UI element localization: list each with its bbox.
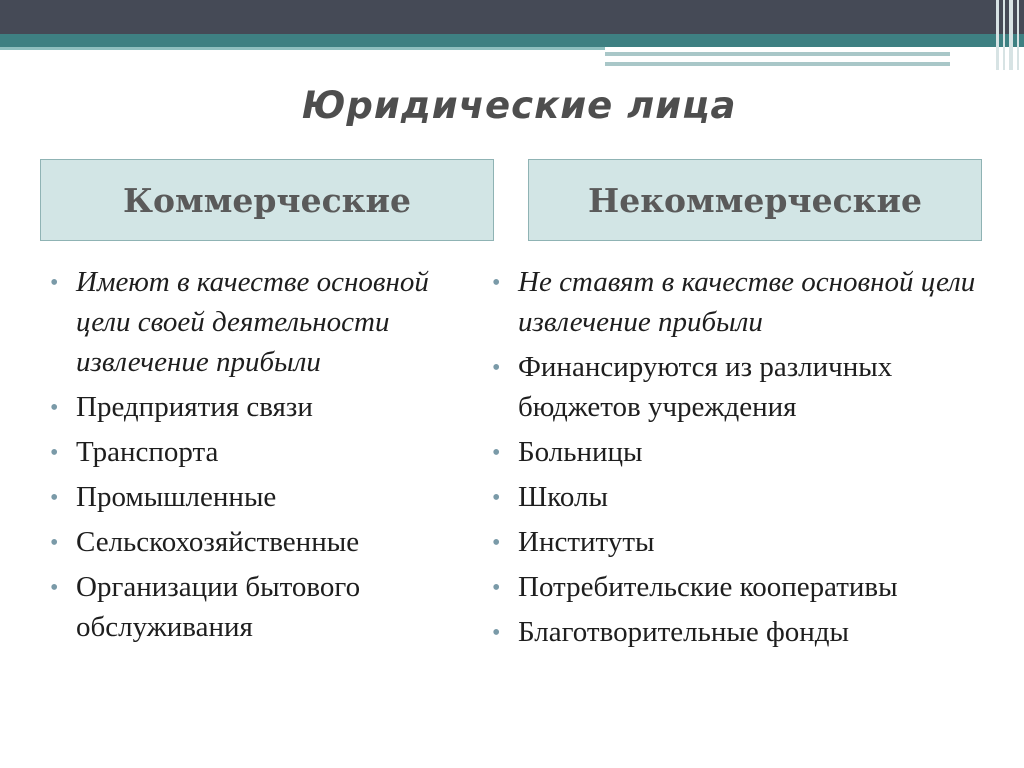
list-item: • Потребительские кооперативы xyxy=(488,567,1020,607)
bullet-icon: • xyxy=(492,270,501,296)
bullet-icon: • xyxy=(492,355,501,381)
decor-vertical-lines xyxy=(994,0,1024,70)
bullet-icon: • xyxy=(50,270,59,296)
list-item: • Организации бытового обслуживания xyxy=(46,567,476,647)
bullet-icon: • xyxy=(50,575,59,601)
accent-band xyxy=(0,34,1024,47)
noncommercial-list xyxy=(488,262,1020,657)
heading-noncommercial: Некоммерческие xyxy=(528,159,982,241)
list-item: • Институты xyxy=(488,522,1020,562)
bullet-icon: • xyxy=(50,440,59,466)
list-item: • Транспорта xyxy=(46,432,476,472)
list-item: • Благотворительные фонды xyxy=(488,612,1020,652)
heading-commercial: Коммерческие xyxy=(40,159,494,241)
bullet-icon: • xyxy=(492,575,501,601)
bullet-icon: • xyxy=(50,485,59,511)
list-item: • Предприятия связи xyxy=(46,387,476,427)
list-item: • Промышленные xyxy=(46,477,476,517)
bullet-icon: • xyxy=(492,440,501,466)
bullet-icon: • xyxy=(492,620,501,646)
commercial-list xyxy=(46,262,476,652)
header-bar xyxy=(0,0,1024,34)
list-item: • Сельскохозяйственные xyxy=(46,522,476,562)
decor-stripe xyxy=(605,52,950,56)
list-item: • Школы xyxy=(488,477,1020,517)
accent-band-light xyxy=(0,47,605,50)
bullet-icon: • xyxy=(492,485,501,511)
slide-title: Юридические лица xyxy=(302,84,737,127)
list-item: • Имеют в качестве основной цели своей деятельности извлечение прибыли xyxy=(46,262,476,382)
bullet-icon: • xyxy=(492,530,501,556)
list-item: • Не ставят в качестве основной цели извлечение прибыли xyxy=(488,262,1020,342)
list-item: • Финансируются из различных бюджетов учреждения xyxy=(488,347,1020,427)
bullet-icon: • xyxy=(50,530,59,556)
decor-stripe xyxy=(605,62,950,66)
list-item: • Больницы xyxy=(488,432,1020,472)
bullet-icon: • xyxy=(50,395,59,421)
